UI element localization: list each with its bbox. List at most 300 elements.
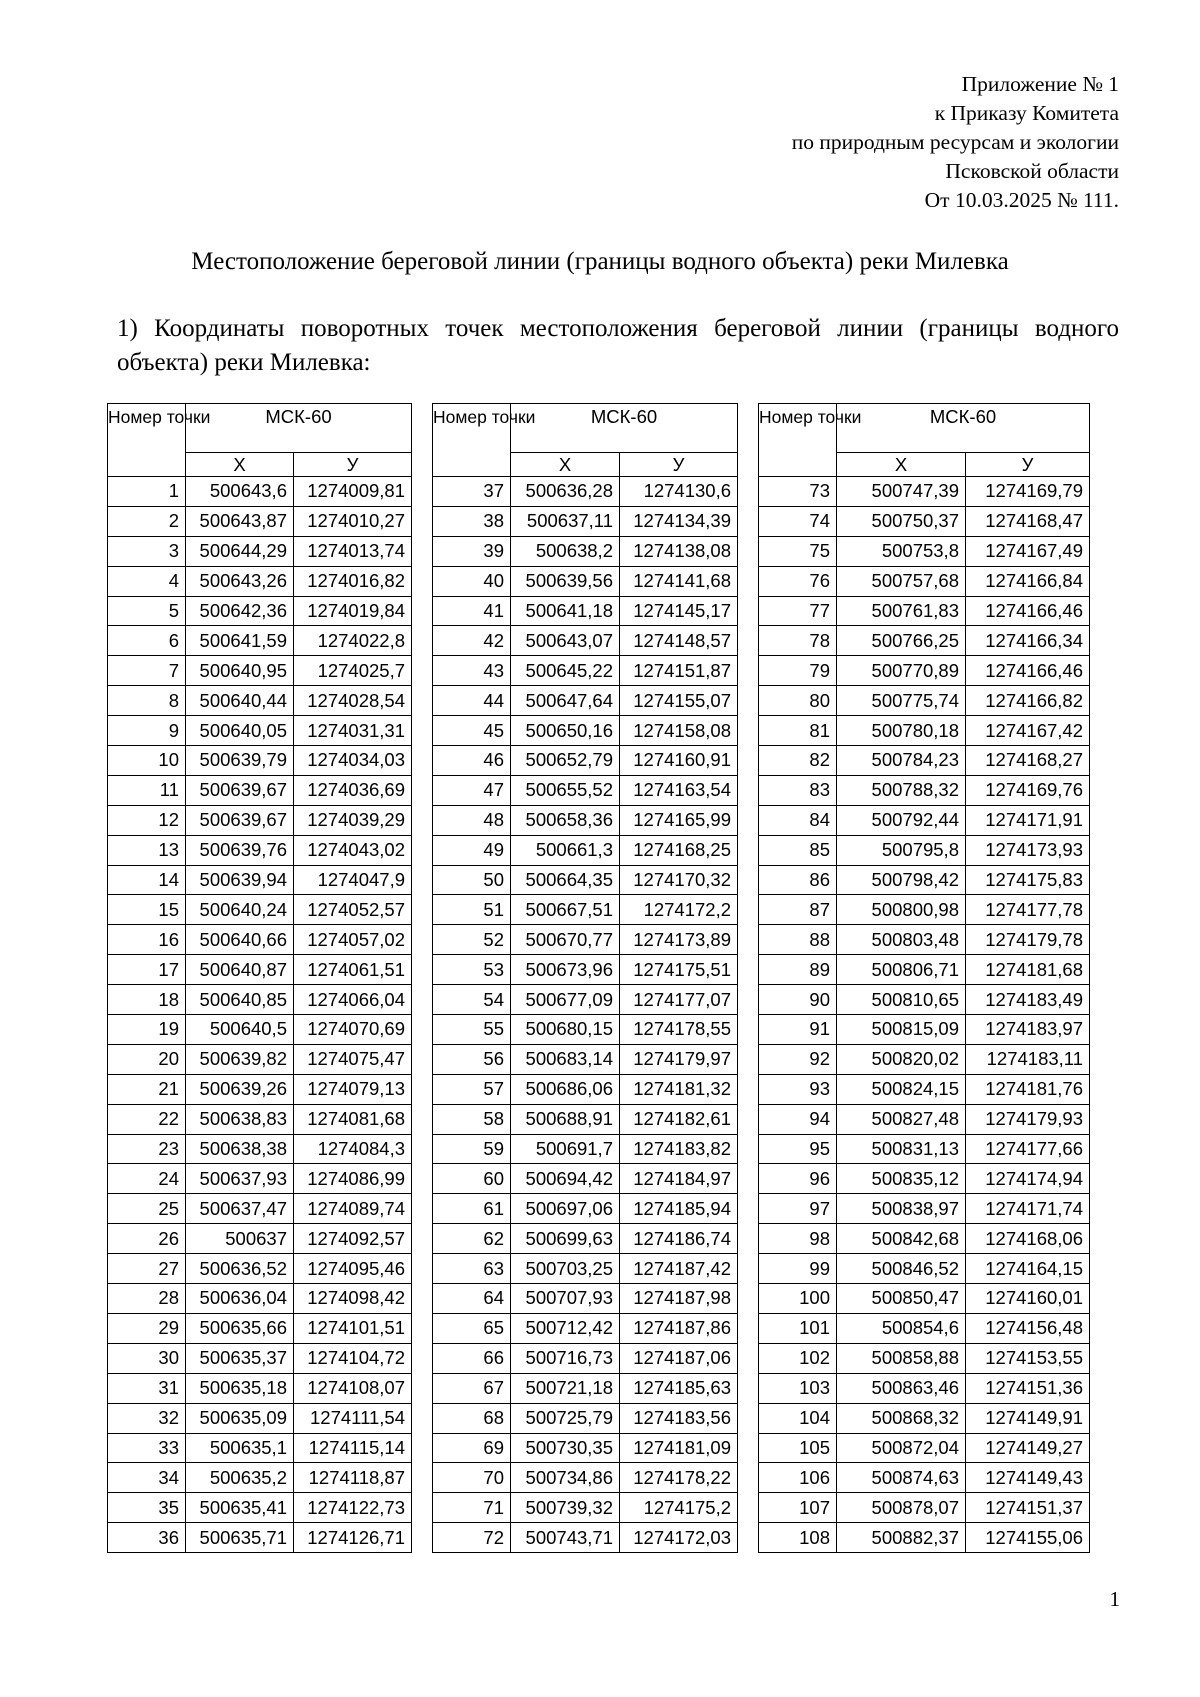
point-number-cell: 80 [759,686,837,716]
y-coordinate-cell: 1274168,06 [966,1224,1090,1254]
y-coordinate-cell: 1274151,37 [966,1493,1090,1523]
point-number-cell: 47 [433,775,511,805]
x-coordinate-cell: 500644,29 [186,536,294,566]
y-coordinate-cell: 1274028,54 [294,686,412,716]
point-number-cell: 106 [759,1463,837,1493]
point-number-cell: 23 [108,1134,186,1164]
point-number-cell: 72 [433,1523,511,1553]
table-row [759,1284,1090,1314]
y-coordinate-cell: 1274151,87 [620,656,738,686]
header-grid: МСК-60 [186,404,412,453]
table-row [433,1104,738,1134]
point-number-cell: 67 [433,1373,511,1403]
table-row [759,1493,1090,1523]
table-row [108,596,412,626]
table-row [433,477,738,507]
point-number-cell: 79 [759,656,837,686]
table-row [433,1194,738,1224]
y-coordinate-cell: 1274039,29 [294,805,412,835]
y-coordinate-cell: 1274034,03 [294,746,412,776]
x-coordinate-cell: 500640,44 [186,686,294,716]
table-row [433,1343,738,1373]
y-coordinate-cell: 1274169,79 [966,477,1090,507]
point-number-cell: 85 [759,835,837,865]
point-number-cell: 53 [433,955,511,985]
y-coordinate-cell: 1274019,84 [294,596,412,626]
table-row [759,1523,1090,1553]
point-number-cell: 26 [108,1224,186,1254]
table-row [759,1433,1090,1463]
point-number-cell: 14 [108,865,186,895]
table-row [759,1015,1090,1045]
y-coordinate-cell: 1274185,94 [620,1194,738,1224]
point-number-cell: 102 [759,1343,837,1373]
table-row [759,566,1090,596]
point-number-cell: 33 [108,1433,186,1463]
x-coordinate-cell: 500780,18 [837,716,966,746]
table-row [108,805,412,835]
x-coordinate-cell: 500882,37 [837,1523,966,1553]
point-number-cell: 31 [108,1373,186,1403]
x-coordinate-cell: 500831,13 [837,1134,966,1164]
y-coordinate-cell: 1274187,42 [620,1254,738,1284]
x-coordinate-cell: 500835,12 [837,1164,966,1194]
y-coordinate-cell: 1274098,42 [294,1284,412,1314]
table-row [108,1373,412,1403]
y-coordinate-cell: 1274187,86 [620,1313,738,1343]
x-coordinate-cell: 500750,37 [837,506,966,536]
x-coordinate-cell: 500795,8 [837,835,966,865]
appendix-line: по природным ресурсам и экологии [791,130,1119,154]
coordinate-table [107,403,412,1553]
x-coordinate-cell: 500815,09 [837,1015,966,1045]
point-number-cell: 84 [759,805,837,835]
point-number-cell: 25 [108,1194,186,1224]
y-coordinate-cell: 1274175,83 [966,865,1090,895]
y-coordinate-cell: 1274179,93 [966,1104,1090,1134]
appendix-line: От 10.03.2025 № 111. [924,188,1119,212]
table-row [759,1343,1090,1373]
x-coordinate-cell: 500635,09 [186,1403,294,1433]
point-number-cell: 98 [759,1224,837,1254]
table-row [108,775,412,805]
point-number-cell: 4 [108,566,186,596]
x-coordinate-cell: 500645,22 [511,656,620,686]
point-number-cell: 92 [759,1044,837,1074]
x-coordinate-cell: 500788,32 [837,775,966,805]
table-row [108,746,412,776]
x-coordinate-cell: 500725,79 [511,1403,620,1433]
y-coordinate-cell: 1274187,06 [620,1343,738,1373]
y-coordinate-cell: 1274086,99 [294,1164,412,1194]
x-coordinate-cell: 500878,07 [837,1493,966,1523]
table-row [433,1164,738,1194]
y-coordinate-cell: 1274141,68 [620,566,738,596]
y-coordinate-cell: 1274075,47 [294,1044,412,1074]
x-coordinate-cell: 500641,18 [511,596,620,626]
y-coordinate-cell: 1274177,78 [966,895,1090,925]
y-coordinate-cell: 1274181,32 [620,1074,738,1104]
x-coordinate-cell: 500850,47 [837,1284,966,1314]
point-number-cell: 39 [433,536,511,566]
table-row [108,955,412,985]
point-number-cell: 41 [433,596,511,626]
header-x: Х [837,453,966,477]
table-row [759,626,1090,656]
x-coordinate-cell: 500739,32 [511,1493,620,1523]
y-coordinate-cell: 1274160,01 [966,1284,1090,1314]
x-coordinate-cell: 500640,87 [186,955,294,985]
table-row [108,1284,412,1314]
x-coordinate-cell: 500640,24 [186,895,294,925]
x-coordinate-cell: 500640,95 [186,656,294,686]
point-number-cell: 34 [108,1463,186,1493]
y-coordinate-cell: 1274134,39 [620,506,738,536]
table-row [433,1313,738,1343]
point-number-cell: 97 [759,1194,837,1224]
point-number-cell: 70 [433,1463,511,1493]
x-coordinate-cell: 500734,86 [511,1463,620,1493]
y-coordinate-cell: 1274166,34 [966,626,1090,656]
x-coordinate-cell: 500637,47 [186,1194,294,1224]
point-number-cell: 52 [433,925,511,955]
y-coordinate-cell: 1274168,47 [966,506,1090,536]
y-coordinate-cell: 1274178,22 [620,1463,738,1493]
point-number-cell: 93 [759,1074,837,1104]
y-coordinate-cell: 1274079,13 [294,1074,412,1104]
y-coordinate-cell: 1274148,57 [620,626,738,656]
header-y: У [294,453,412,477]
x-coordinate-cell: 500639,67 [186,805,294,835]
x-coordinate-cell: 500691,7 [511,1134,620,1164]
table-row [759,1224,1090,1254]
x-coordinate-cell: 500640,05 [186,716,294,746]
x-coordinate-cell: 500661,3 [511,835,620,865]
x-coordinate-cell: 500694,42 [511,1164,620,1194]
table-row [433,895,738,925]
point-number-cell: 66 [433,1343,511,1373]
y-coordinate-cell: 1274089,74 [294,1194,412,1224]
point-number-cell: 11 [108,775,186,805]
y-coordinate-cell: 1274171,91 [966,805,1090,835]
y-coordinate-cell: 1274149,91 [966,1403,1090,1433]
point-number-cell: 22 [108,1104,186,1134]
x-coordinate-cell: 500667,51 [511,895,620,925]
point-number-cell: 88 [759,925,837,955]
header-grid: МСК-60 [837,404,1090,453]
x-coordinate-cell: 500798,42 [837,865,966,895]
y-coordinate-cell: 1274166,46 [966,596,1090,626]
y-coordinate-cell: 1274101,51 [294,1313,412,1343]
table-row [108,477,412,507]
y-coordinate-cell: 1274166,82 [966,686,1090,716]
y-coordinate-cell: 1274009,81 [294,477,412,507]
point-number-cell: 42 [433,626,511,656]
x-coordinate-cell: 500635,71 [186,1523,294,1553]
table-row [108,1343,412,1373]
table-row [759,1194,1090,1224]
x-coordinate-cell: 500635,2 [186,1463,294,1493]
table-row [433,536,738,566]
table-row [108,506,412,536]
point-number-cell: 107 [759,1493,837,1523]
y-coordinate-cell: 1274166,46 [966,656,1090,686]
point-number-cell: 86 [759,865,837,895]
point-number-cell: 95 [759,1134,837,1164]
x-coordinate-cell: 500784,23 [837,746,966,776]
y-coordinate-cell: 1274081,68 [294,1104,412,1134]
table-row [433,716,738,746]
x-coordinate-cell: 500820,02 [837,1044,966,1074]
y-coordinate-cell: 1274185,63 [620,1373,738,1403]
y-coordinate-cell: 1274184,97 [620,1164,738,1194]
x-coordinate-cell: 500800,98 [837,895,966,925]
table-row [433,1433,738,1463]
point-number-cell: 56 [433,1044,511,1074]
x-coordinate-cell: 500639,26 [186,1074,294,1104]
table-row [759,805,1090,835]
point-number-cell: 13 [108,835,186,865]
table-row [108,1313,412,1343]
x-coordinate-cell: 500680,15 [511,1015,620,1045]
point-number-cell: 38 [433,506,511,536]
y-coordinate-cell: 1274183,56 [620,1403,738,1433]
y-coordinate-cell: 1274181,76 [966,1074,1090,1104]
table-row [433,1373,738,1403]
point-number-cell: 12 [108,805,186,835]
point-number-cell: 27 [108,1254,186,1284]
x-coordinate-cell: 500703,25 [511,1254,620,1284]
table-row [759,716,1090,746]
table-row [759,746,1090,776]
table-row [759,686,1090,716]
point-number-cell: 28 [108,1284,186,1314]
point-number-cell: 59 [433,1134,511,1164]
appendix-block [792,70,1119,215]
table-row [759,1074,1090,1104]
x-coordinate-cell: 500688,91 [511,1104,620,1134]
x-coordinate-cell: 500641,59 [186,626,294,656]
table-row [108,985,412,1015]
x-coordinate-cell: 500658,36 [511,805,620,835]
y-coordinate-cell: 1274118,87 [294,1463,412,1493]
x-coordinate-cell: 500824,15 [837,1074,966,1104]
x-coordinate-cell: 500638,2 [511,536,620,566]
point-number-cell: 77 [759,596,837,626]
table-row [108,865,412,895]
x-coordinate-cell: 500647,64 [511,686,620,716]
section-heading: 1) Координаты поворотных точек местоположения береговой линии (границы водного объекта) реки Милевка: [117,315,1119,376]
y-coordinate-cell: 1274084,3 [294,1134,412,1164]
y-coordinate-cell: 1274016,82 [294,566,412,596]
table-row [433,1254,738,1284]
table-row [108,1194,412,1224]
point-number-cell: 40 [433,566,511,596]
point-number-cell: 48 [433,805,511,835]
table-row [433,1403,738,1433]
x-coordinate-cell: 500642,36 [186,596,294,626]
y-coordinate-cell: 1274122,73 [294,1493,412,1523]
header-x: Х [511,453,620,477]
x-coordinate-cell: 500854,6 [837,1313,966,1343]
y-coordinate-cell: 1274155,06 [966,1523,1090,1553]
point-number-cell: 1 [108,477,186,507]
table-row [108,925,412,955]
x-coordinate-cell: 500838,97 [837,1194,966,1224]
x-coordinate-cell: 500637,93 [186,1164,294,1194]
point-number-cell: 44 [433,686,511,716]
point-number-cell: 29 [108,1313,186,1343]
table-row [433,1493,738,1523]
table-row [759,865,1090,895]
header-y: У [966,453,1090,477]
y-coordinate-cell: 1274047,9 [294,865,412,895]
table-row [108,1044,412,1074]
x-coordinate-cell: 500635,41 [186,1493,294,1523]
table-row [759,536,1090,566]
y-coordinate-cell: 1274177,66 [966,1134,1090,1164]
table-row [108,895,412,925]
y-coordinate-cell: 1274167,49 [966,536,1090,566]
table-row [759,895,1090,925]
y-coordinate-cell: 1274160,91 [620,746,738,776]
table-row [759,1463,1090,1493]
point-number-cell: 15 [108,895,186,925]
point-number-cell: 74 [759,506,837,536]
x-coordinate-cell: 500874,63 [837,1463,966,1493]
y-coordinate-cell: 1274043,02 [294,835,412,865]
table-row [433,835,738,865]
point-number-cell: 45 [433,716,511,746]
table-row [433,1044,738,1074]
point-number-cell: 61 [433,1194,511,1224]
y-coordinate-cell: 1274070,69 [294,1015,412,1045]
point-number-cell: 54 [433,985,511,1015]
y-coordinate-cell: 1274126,71 [294,1523,412,1553]
point-number-cell: 51 [433,895,511,925]
point-number-cell: 89 [759,955,837,985]
table-row [108,686,412,716]
y-coordinate-cell: 1274175,51 [620,955,738,985]
y-coordinate-cell: 1274182,61 [620,1104,738,1134]
point-number-cell: 82 [759,746,837,776]
header-point-number: Номер точки [759,404,837,477]
x-coordinate-cell: 500716,73 [511,1343,620,1373]
x-coordinate-cell: 500806,71 [837,955,966,985]
x-coordinate-cell: 500743,71 [511,1523,620,1553]
x-coordinate-cell: 500639,82 [186,1044,294,1074]
y-coordinate-cell: 1274095,46 [294,1254,412,1284]
header-point-number: Номер точки [108,404,186,477]
point-number-cell: 55 [433,1015,511,1045]
y-coordinate-cell: 1274149,43 [966,1463,1090,1493]
point-number-cell: 94 [759,1104,837,1134]
table-row [433,925,738,955]
table-row [108,566,412,596]
y-coordinate-cell: 1274164,15 [966,1254,1090,1284]
point-number-cell: 68 [433,1403,511,1433]
y-coordinate-cell: 1274022,8 [294,626,412,656]
x-coordinate-cell: 500827,48 [837,1104,966,1134]
x-coordinate-cell: 500699,63 [511,1224,620,1254]
point-number-cell: 24 [108,1164,186,1194]
point-number-cell: 16 [108,925,186,955]
y-coordinate-cell: 1274171,74 [966,1194,1090,1224]
x-coordinate-cell: 500712,42 [511,1313,620,1343]
point-number-cell: 36 [108,1523,186,1553]
x-coordinate-cell: 500652,79 [511,746,620,776]
header-y: У [620,453,738,477]
y-coordinate-cell: 1274057,02 [294,925,412,955]
y-coordinate-cell: 1274111,54 [294,1403,412,1433]
x-coordinate-cell: 500747,39 [837,477,966,507]
table-row [759,985,1090,1015]
x-coordinate-cell: 500730,35 [511,1433,620,1463]
point-number-cell: 7 [108,656,186,686]
table-row [108,1463,412,1493]
y-coordinate-cell: 1274031,31 [294,716,412,746]
x-coordinate-cell: 500686,06 [511,1074,620,1104]
y-coordinate-cell: 1274172,2 [620,895,738,925]
point-number-cell: 87 [759,895,837,925]
x-coordinate-cell: 500636,52 [186,1254,294,1284]
x-coordinate-cell: 500643,07 [511,626,620,656]
x-coordinate-cell: 500753,8 [837,536,966,566]
point-number-cell: 104 [759,1403,837,1433]
table-row [108,1523,412,1553]
y-coordinate-cell: 1274173,93 [966,835,1090,865]
table-row [433,626,738,656]
y-coordinate-cell: 1274179,97 [620,1044,738,1074]
point-number-cell: 17 [108,955,186,985]
table-row [433,566,738,596]
x-coordinate-cell: 500846,52 [837,1254,966,1284]
y-coordinate-cell: 1274145,17 [620,596,738,626]
point-number-cell: 5 [108,596,186,626]
y-coordinate-cell: 1274149,27 [966,1433,1090,1463]
x-coordinate-cell: 500639,56 [511,566,620,596]
x-coordinate-cell: 500637,11 [511,506,620,536]
table-row [108,1104,412,1134]
table-row [108,656,412,686]
point-number-cell: 63 [433,1254,511,1284]
table-row [108,1074,412,1104]
x-coordinate-cell: 500721,18 [511,1373,620,1403]
y-coordinate-cell: 1274175,2 [620,1493,738,1523]
table-row [108,1433,412,1463]
point-number-cell: 50 [433,865,511,895]
table-row [108,1015,412,1045]
point-number-cell: 57 [433,1074,511,1104]
table-row [759,477,1090,507]
point-number-cell: 69 [433,1433,511,1463]
point-number-cell: 73 [759,477,837,507]
table-row [433,1074,738,1104]
table-row [759,835,1090,865]
coordinate-table [758,403,1090,1553]
y-coordinate-cell: 1274155,07 [620,686,738,716]
table-row [433,955,738,985]
x-coordinate-cell: 500707,93 [511,1284,620,1314]
point-number-cell: 65 [433,1313,511,1343]
point-number-cell: 75 [759,536,837,566]
y-coordinate-cell: 1274158,08 [620,716,738,746]
y-coordinate-cell: 1274151,36 [966,1373,1090,1403]
table-row [759,1044,1090,1074]
y-coordinate-cell: 1274181,09 [620,1433,738,1463]
y-coordinate-cell: 1274036,69 [294,775,412,805]
table-row [108,716,412,746]
